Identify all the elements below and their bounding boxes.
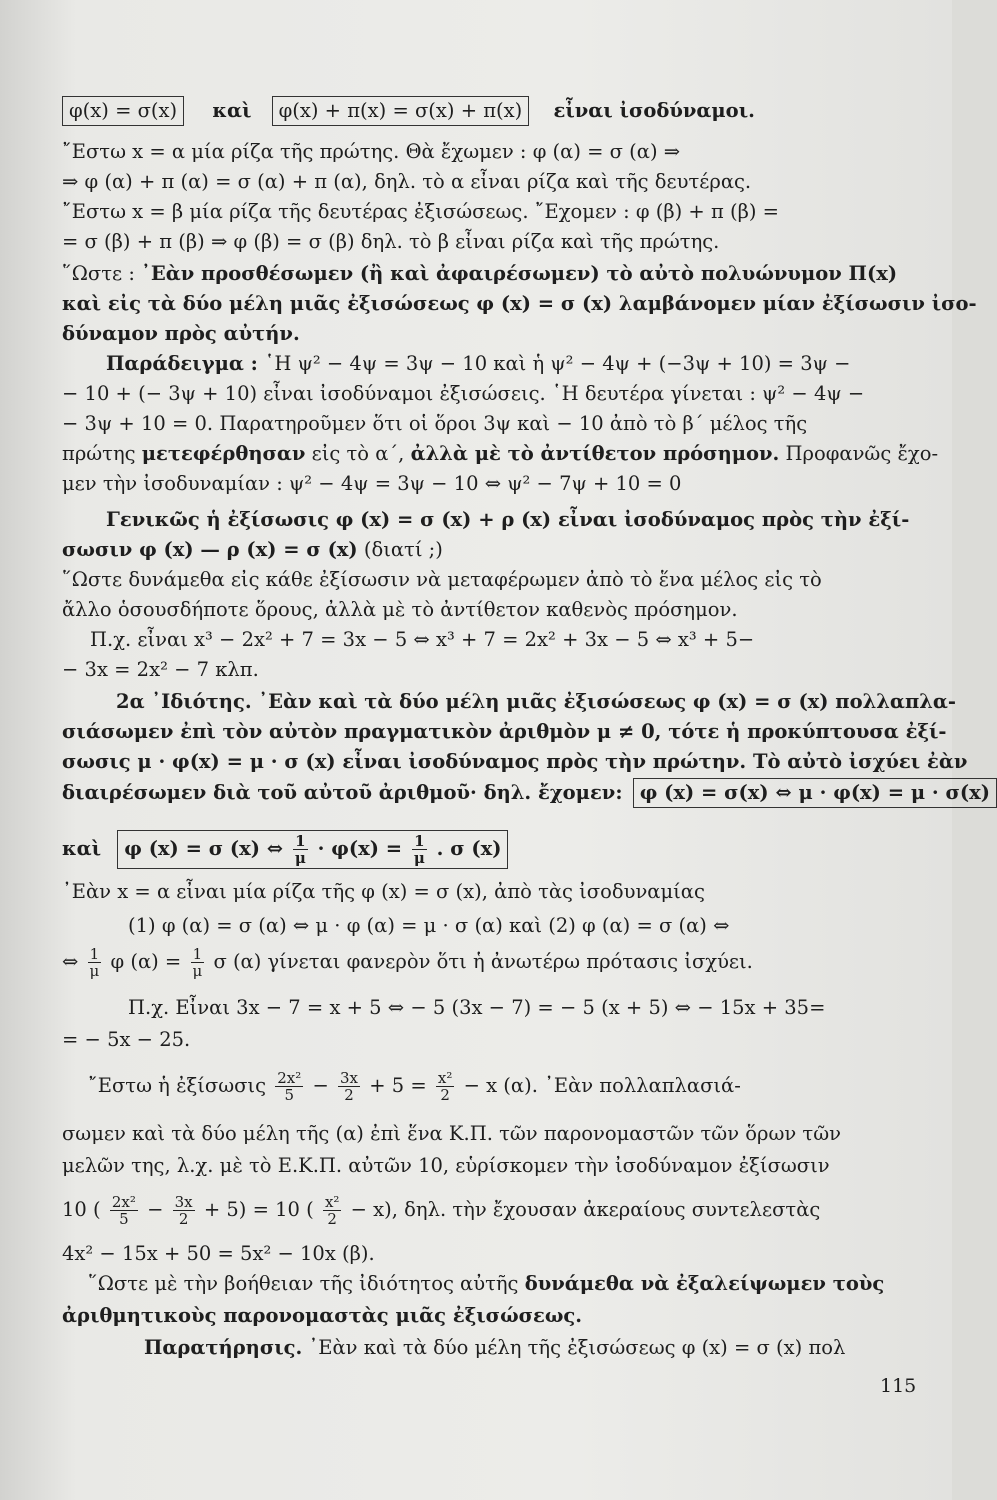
text-line-33 xyxy=(62,1194,912,1227)
example-text: ῾Η ψ² − 4ψ = 3ψ − 10 καὶ ἡ ψ² − 4ψ + (−3ψ + 10) = 3ψ − xyxy=(264,352,851,375)
text-line-20: 2α ᾿Ιδιότης. ᾿Εὰν καὶ τὰ δύο μέλη μιᾶς ἐξισώσεως φ (x) = σ (x) πολλαπλα- xyxy=(116,690,956,713)
fraction-denominator: 2 xyxy=(440,1086,450,1104)
text-line-30 xyxy=(62,1070,938,1103)
bold-run: μετεφέρθησαν xyxy=(141,442,306,465)
text-line-7: καὶ εἰς τὰ δύο μέλη μιᾶς ἐξισώσεως φ (x) = σ (x) λαμβάνομεν μίαν ἐξίσωσιν ἰσο- xyxy=(62,292,977,315)
conjunction: καὶ xyxy=(62,837,102,860)
text-line-29: = − 5x − 25. xyxy=(62,1028,191,1051)
text-run: ῎Εστω ἡ ἐξίσωσις xyxy=(88,1074,273,1097)
text-line-22: σωσις μ · φ(x) = μ · σ (x) εἶναι ἰσοδύναμος πρὸς τὴν πρώτην. Τὸ αὐτὸ ἰσχύει ἐὰν xyxy=(62,750,968,773)
text-run: εἰς τὸ α΄, xyxy=(305,442,411,465)
fraction-denominator: μ xyxy=(89,962,100,980)
text-line-2: ῎Εστω x = α μία ρίζα τῆς πρώτης. Θὰ ἔχωμεν : φ (α) = σ (α) ⇒ xyxy=(62,140,681,163)
text-run: − xyxy=(312,1074,335,1097)
text-line-3: ⇒ φ (α) + π (α) = σ (α) + π (α), δηλ. τὸ α εἶναι ρίζα καὶ τῆς δευτέρας. xyxy=(62,170,752,193)
text-line-8: δύναμον πρὸς αὐτήν. xyxy=(62,322,300,345)
text-line-16: ῞Ωστε δυνάμεθα εἰς κάθε ἐξίσωσιν νὰ μεταφέρωμεν ἀπὸ τὸ ἕνα μέλος εἰς τὸ xyxy=(62,568,822,591)
text-run: φ (α) = xyxy=(110,950,188,973)
text-line-28: Π.χ. Εἶναι 3x − 7 = x + 5 ⇔ − 5 (3x − 7) = − 5 (x + 5) ⇔ − 15x + 35= xyxy=(128,996,826,1019)
fraction-denominator: 2 xyxy=(178,1210,189,1228)
text-run: − xyxy=(147,1198,170,1221)
text-line-5: = σ (β) + π (β) ⇒ φ (β) = σ (β) δηλ. τὸ β εἶναι ρίζα καὶ τῆς πρώτης. xyxy=(62,230,720,253)
text-line-15 xyxy=(62,536,912,564)
boxed-equation-1: φ(x) = σ(x) xyxy=(62,96,184,126)
text-run: 10 ( xyxy=(62,1198,101,1221)
fraction xyxy=(110,1194,138,1227)
text-line-18: Π.χ. εἶναι x³ − 2x² + 7 = 3x − 5 ⇔ x³ + 7 = 2x² + 3x − 5 ⇔ x³ + 5− xyxy=(90,628,755,651)
text-line-11: − 3ψ + 10 = 0. Παρατηροῦμεν ὅτι οἱ ὅροι 3ψ καὶ − 10 ἀπὸ τὸ β΄ μέλος τῆς xyxy=(62,412,808,435)
fraction-denominator: 5 xyxy=(284,1086,294,1104)
boxed-equation-2: φ(x) + π(x) = σ(x) + π(x) xyxy=(272,96,530,126)
fraction-denominator: 5 xyxy=(119,1210,129,1228)
text-run: πρώτης xyxy=(62,442,142,465)
fraction-denominator: μ xyxy=(294,849,306,867)
fraction-numerator: x² xyxy=(437,1069,453,1087)
fraction-one-over-mu xyxy=(190,946,204,979)
text-line-9 xyxy=(62,350,912,378)
arrow-run: ⇔ xyxy=(62,950,85,973)
text-line-21: σιάσωμεν ἐπὶ τὸν αὐτὸν πραγματικὸν ἀριθμὸν μ ≠ 0, τότε ἡ προκύπτουσα ἐξί- xyxy=(62,720,947,743)
fraction xyxy=(275,1070,303,1103)
fraction-numerator: 2x² xyxy=(111,1193,136,1211)
text-line-25: ᾿Εὰν x = α εἶναι μία ρίζα τῆς φ (x) = σ (x), ἀπὸ τὰς ἰσοδυναμίας xyxy=(62,880,705,903)
text-line-14: Γενικῶς ἡ ἐξίσωσις φ (x) = σ (x) + ρ (x) εἶναι ἰσοδύναμος πρὸς τὴν ἐξί- xyxy=(106,508,910,531)
text-run: − x), δηλ. τὴν ἔχουσαν ἀκεραίους συντελεστὰς xyxy=(350,1198,821,1221)
text-line-32: μελῶν της, λ.χ. μὲ τὸ Ε.Κ.Π. αὐτῶν 10, εὑρίσκομεν τὴν ἰσοδύναμον ἐξίσωσιν xyxy=(62,1154,830,1177)
text-run: ᾿Εὰν καὶ τὰ δύο μέλη τῆς ἐξισώσεως φ (x) = σ (x) πολ xyxy=(302,1336,846,1359)
text-run: − x (α). ᾿Εὰν πολλαπλασιά- xyxy=(463,1074,741,1097)
text-line-12 xyxy=(62,440,939,468)
text-line-26: (1) φ (α) = σ (α) ⇔ μ · φ (α) = μ · σ (α) καὶ (2) φ (α) = σ (α) ⇔ xyxy=(128,914,730,937)
fraction-numerator: 3x xyxy=(339,1069,358,1087)
text-line-27 xyxy=(62,946,912,979)
text-run: + 5 = xyxy=(369,1074,433,1097)
page-number: 115 xyxy=(880,1375,917,1397)
fraction-numerator: 2x² xyxy=(277,1069,302,1087)
text-line-1 xyxy=(62,96,912,126)
fraction-numerator: 3x xyxy=(174,1193,193,1211)
text-line-23 xyxy=(62,778,990,808)
text-line-36: ἀριθμητικοὺς παρονομαστὰς μιᾶς ἐξισώσεως. xyxy=(62,1304,583,1327)
fraction xyxy=(173,1194,195,1227)
text-line-6 xyxy=(62,260,912,288)
line-lead: ῞Ωστε : xyxy=(62,262,142,285)
remark-label: Παρατήρησις. xyxy=(144,1336,303,1359)
fraction-denominator: μ xyxy=(413,849,425,867)
boxed-equation-3: φ (x) = σ(x) ⇔ μ · φ(x) = μ · σ(x) xyxy=(633,778,997,808)
text-line-24 xyxy=(62,830,912,869)
boxed-equation-4 xyxy=(117,830,508,869)
text-run: Προφανῶς ἔχο- xyxy=(779,442,939,465)
equation-middle: · φ(x) = xyxy=(317,837,409,860)
text-line-17: ἄλλο ὁσουσδήποτε ὅρους, ἀλλὰ μὲ τὸ ἀντίθετον καθενὸς πρόσημον. xyxy=(62,598,738,621)
fraction-denominator: μ xyxy=(192,962,203,980)
fraction-one-over-mu xyxy=(412,833,427,866)
theorem-text: ᾿Εὰν προσθέσωμεν (ἢ καὶ ἀφαιρέσωμεν) τὸ αὐτὸ πολυώνυμον Π(x) xyxy=(141,262,898,285)
equation-right: . σ (x) xyxy=(436,837,502,860)
text-run: σ (α) γίνεται φανερὸν ὅτι ἡ ἀνωτέρω πρότασις ἰσχύει. xyxy=(213,950,753,973)
text-line-31: σωμεν καὶ τὰ δύο μέλη τῆς (α) ἐπὶ ἕνα Κ.Π. τῶν παρονομαστῶν τῶν ὅρων τῶν xyxy=(62,1122,841,1145)
text-line-10: − 10 + (− 3ψ + 10) εἶναι ἰσοδύναμοι ἐξισώσεις. ῾Η δευτέρα γίνεται : ψ² − 4ψ − xyxy=(62,382,865,405)
text-line-35 xyxy=(62,1270,938,1298)
conjunction: καὶ xyxy=(212,99,252,122)
example-label: Παράδειγμα : xyxy=(106,352,265,375)
bold-run: ἀλλὰ μὲ τὸ ἀντίθετον πρόσημον. xyxy=(410,442,780,465)
text-run: (διατί ;) xyxy=(357,538,443,561)
fraction-numerator: 1 xyxy=(89,945,100,963)
fraction-numerator: 1 xyxy=(192,945,203,963)
fraction-one-over-mu xyxy=(293,833,308,866)
text-line-4: ῎Εστω x = β μία ρίζα τῆς δευτέρας ἐξισώσεως. ῎Εχομεν : φ (β) + π (β) = xyxy=(62,200,779,223)
text-line-37 xyxy=(62,1334,994,1362)
bold-run: σωσιν φ (x) — ρ (x) = σ (x) xyxy=(62,538,358,561)
equation-left: φ (x) = σ (x) ⇔ xyxy=(124,837,290,860)
text-line-34: 4x² − 15x + 50 = 5x² − 10x (β). xyxy=(62,1242,375,1265)
fraction-one-over-mu xyxy=(88,946,102,979)
fraction-numerator: 1 xyxy=(414,832,425,850)
fraction-denominator: 2 xyxy=(344,1086,354,1104)
fraction-numerator: x² xyxy=(324,1193,340,1211)
fraction xyxy=(323,1194,341,1227)
text-run: + 5) = 10 ( xyxy=(203,1198,314,1221)
text-line-13: μεν τὴν ἰσοδυναμίαν : ψ² − 4ψ = 3ψ − 10 ⇔ ψ² − 7ψ + 10 = 0 xyxy=(62,472,682,495)
fraction-numerator: 1 xyxy=(295,832,306,850)
fraction xyxy=(338,1070,360,1103)
bold-run: δυνάμεθα νὰ ἐξαλείψωμεν τοὺς xyxy=(524,1272,885,1295)
bold-run: διαιρέσωμεν διὰ τοῦ αὐτοῦ ἀριθμοῦ· δηλ. ἔχομεν: xyxy=(62,781,623,804)
fraction xyxy=(436,1070,454,1103)
statement-tail: εἶναι ἰσοδύναμοι. xyxy=(553,99,755,122)
fraction-denominator: 2 xyxy=(327,1210,337,1228)
text-run: ῞Ωστε μὲ τὴν βοήθειαν τῆς ἰδιότητος αὐτῆς xyxy=(88,1272,525,1295)
text-line-19: − 3x = 2x² − 7 κλπ. xyxy=(62,658,259,681)
